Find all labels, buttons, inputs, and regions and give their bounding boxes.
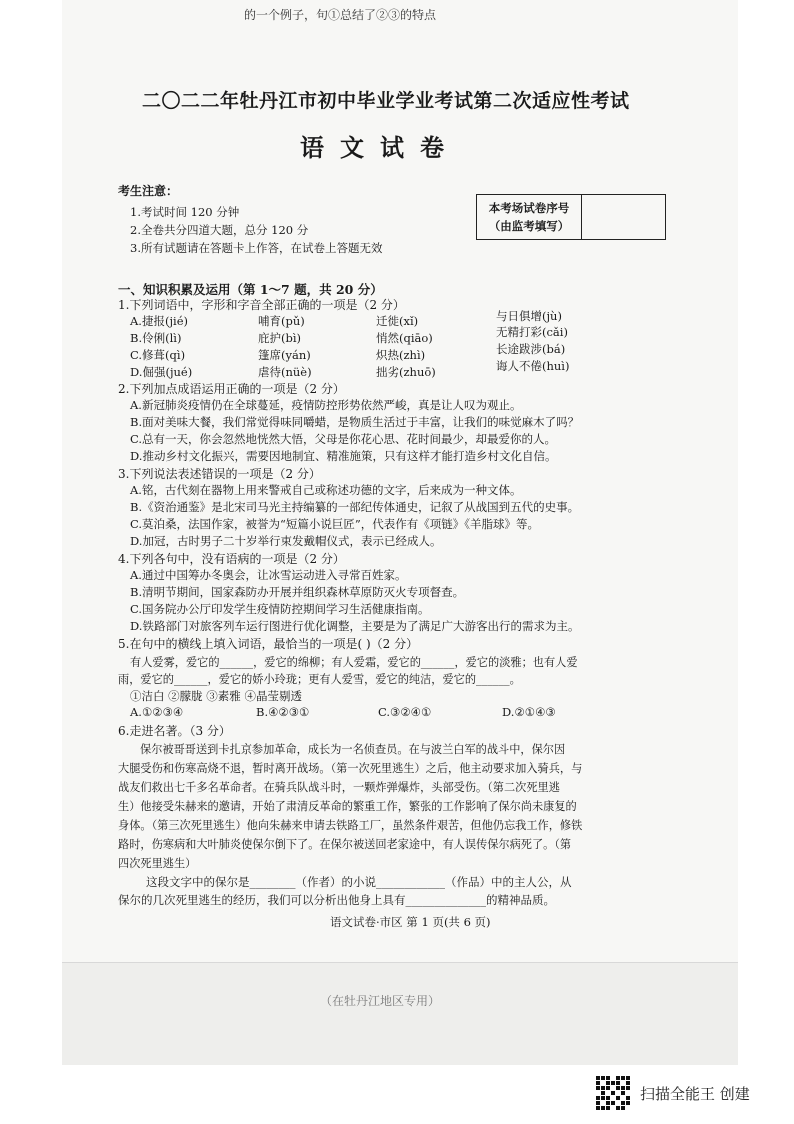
- question-3-stem: 3.下列说法表述错误的一项是（2 分）: [118, 467, 321, 481]
- q3-option: C.莫泊桑，法国作家，被誉为“短篇小说巨匠”，代表作有《项链》《羊脂球》等。: [130, 517, 540, 531]
- q1-option: 篷席(yán): [258, 348, 311, 362]
- next-page-edge: [62, 962, 738, 1065]
- notice-item: 1.考试时间 120 分钟: [130, 205, 240, 219]
- q1-option: 庇护(bì): [258, 331, 302, 345]
- q1-option: 与日俱增(jù): [496, 309, 562, 323]
- q6-passage-line: 四次死里逃生）: [118, 857, 197, 870]
- question-6-stem: 6.走进名著。（3 分）: [118, 724, 231, 738]
- previous-page-fragment: 的一个例子，句①总结了②③的特点: [244, 8, 437, 22]
- q6-passage-line: 路时，伤寒病和大叶肺炎使保尔倒下了。在保尔被送回老家途中，有人误传保尔病死了。（第: [118, 838, 572, 851]
- seat-number-field[interactable]: [582, 195, 665, 239]
- q1-option: 炽热(zhì): [376, 348, 426, 362]
- seat-number-label: 本考场试卷序号 （由监考填写）: [477, 195, 582, 239]
- q6-passage-line: 战友们救出七千多名革命者。在骑兵队战斗时，一颗炸弹爆炸，头部受伤。（第二次死里逃: [118, 781, 560, 794]
- q1-option: 长途跋涉(bá): [496, 342, 566, 356]
- q4-option: C.国务院办公厅印发学生疫情防控期间学习生活健康指南。: [130, 602, 430, 616]
- q1-option: 虐待(nüè): [258, 365, 312, 379]
- q5-choice: A.①②③④: [130, 705, 184, 719]
- q1-option: 迁徙(xǐ): [376, 314, 419, 328]
- next-page-fragment: （在牡丹江地区专用）: [320, 994, 441, 1008]
- q1-option: 拙劣(zhuō): [376, 365, 436, 379]
- notice-heading: 考生注意：: [118, 184, 179, 198]
- q6-passage-line: 保尔被哥哥送到卡扎京参加革命，成长为一名侦查员。在与波兰白军的战斗中，保尔因: [140, 743, 566, 756]
- q2-option: D.推动乡村文化振兴，需要因地制宜、精准施策，只有这样才能打造乡村文化自信。: [130, 449, 557, 463]
- q2-option: B.面对美味大餐，我们常觉得味同嚼蜡，是物质生活过于丰富，让我们的味觉麻木了吗？: [130, 415, 580, 429]
- scanner-watermark: [596, 1076, 750, 1110]
- question-2-stem: 2.下列加点成语运用正确的一项是（2 分）: [118, 382, 345, 396]
- question-5-stem: 5.在句中的横线上填入词语，最恰当的一项是( )（2 分）: [118, 637, 419, 651]
- q1-option: 诲人不倦(huì): [496, 359, 570, 373]
- q5-choice: C.③②④①: [378, 705, 432, 719]
- notice-item: 2.全卷共分四道大题，总分 120 分: [130, 223, 309, 237]
- q6-passage-line: 生）他接受朱赫来的邀请，开始了肃清反革命的繁重工作，繁张的工作影响了保尔尚未康复的: [118, 800, 577, 813]
- q4-option: A.通过中国筹办冬奥会，让冰雪运动进入寻常百姓家。: [130, 568, 407, 582]
- q5-choice: B.④②③①: [256, 705, 310, 719]
- q4-option: B.清明节期间，国家森防办开展并组织森林草原防灭火专项督查。: [130, 585, 465, 599]
- q5-passage: 有人爱雾，爱它的______，爱它的绵柳；有人爱霜，爱它的______，爱它的淡雅；也有人爱: [130, 656, 578, 669]
- q1-option: D.倔强(jué): [130, 365, 193, 379]
- section-heading: 一、知识积累及运用（第 1～7 题，共 20 分）: [118, 282, 383, 297]
- question-1-stem: 1.下列词语中，字形和字音全部正确的一项是（2 分）: [118, 298, 405, 312]
- exam-subtitle: 语文试卷: [300, 133, 460, 162]
- q2-option: C.总有一天，你会忽然地恍然大悟，父母是你花心思、花时间最少，却最爱你的人。: [130, 432, 557, 446]
- q1-option: A.捷报(jié): [130, 314, 188, 328]
- q2-option: A.新冠肺炎疫情仍在全球蔓延，疫情防控形势依然严峻，真是让人叹为观止。: [130, 398, 522, 412]
- seat-number-box: [476, 194, 666, 240]
- q6-passage-line: 身体。（第三次死里逃生）他向朱赫来申请去铁路工厂，虽然条件艰苦，但他仍忘我工作，修铁: [118, 819, 583, 832]
- page-footer: 语文试卷·市区 第 1 页(共 6 页): [330, 915, 491, 929]
- q6-fill-line: 保尔的几次死里逃生的经历，我们可以分析出他身上具有______________的精神品质。: [118, 893, 555, 907]
- q3-option: A.铭，古代刻在器物上用来警戒自己或称述功德的文字，后来成为一种文体。: [130, 483, 522, 497]
- q3-option: B.《资治通鉴》是北宋司马光主持编纂的一部纪传体通史，记叙了从战国到五代的史事。: [130, 500, 580, 514]
- q4-option: D.铁路部门对旅客列车运行图进行优化调整，主要是为了满足广大游客出行的需求为主。: [130, 619, 580, 633]
- qr-code-icon: [596, 1076, 630, 1110]
- exam-title: 二〇二二年牡丹江市初中毕业学业考试第二次适应性考试: [142, 90, 630, 112]
- q1-option: 哺育(pǔ): [258, 314, 305, 328]
- q1-option: 悄然(qiāo): [376, 331, 433, 345]
- q6-fill-line: 这段文字中的保尔是________（作者）的小说____________（作品）中的主人公，从: [146, 875, 572, 889]
- notice-item: 3.所有试题请在答题卡上作答，在试卷上答题无效: [130, 241, 383, 255]
- q1-option: 无精打彩(cǎi): [496, 325, 568, 339]
- q1-option: B.伶俐(lì): [130, 331, 182, 345]
- q5-passage: 雨，爱它的______，爱它的娇小玲珑；更有人爱雪，爱它的纯洁，爱它的______。: [118, 673, 521, 686]
- q5-choice: D.②①④③: [502, 705, 556, 719]
- question-4-stem: 4.下列各句中，没有语病的一项是（2 分）: [118, 552, 345, 566]
- q3-option: D.加冠，古时男子二十岁举行束发戴帽仪式，表示已经成人。: [130, 534, 442, 548]
- q6-passage-line: 大腿受伤和伤寒高烧不退，暂时离开战场。（第一次死里逃生）之后，他主动要求加入骑兵，与: [118, 762, 583, 775]
- q5-word-bank: ①洁白 ②朦胧 ③素雅 ④晶莹剔透: [130, 689, 302, 703]
- watermark-text: 扫描全能王 创建: [640, 1084, 750, 1103]
- q1-option: C.修葺(qì): [130, 348, 186, 362]
